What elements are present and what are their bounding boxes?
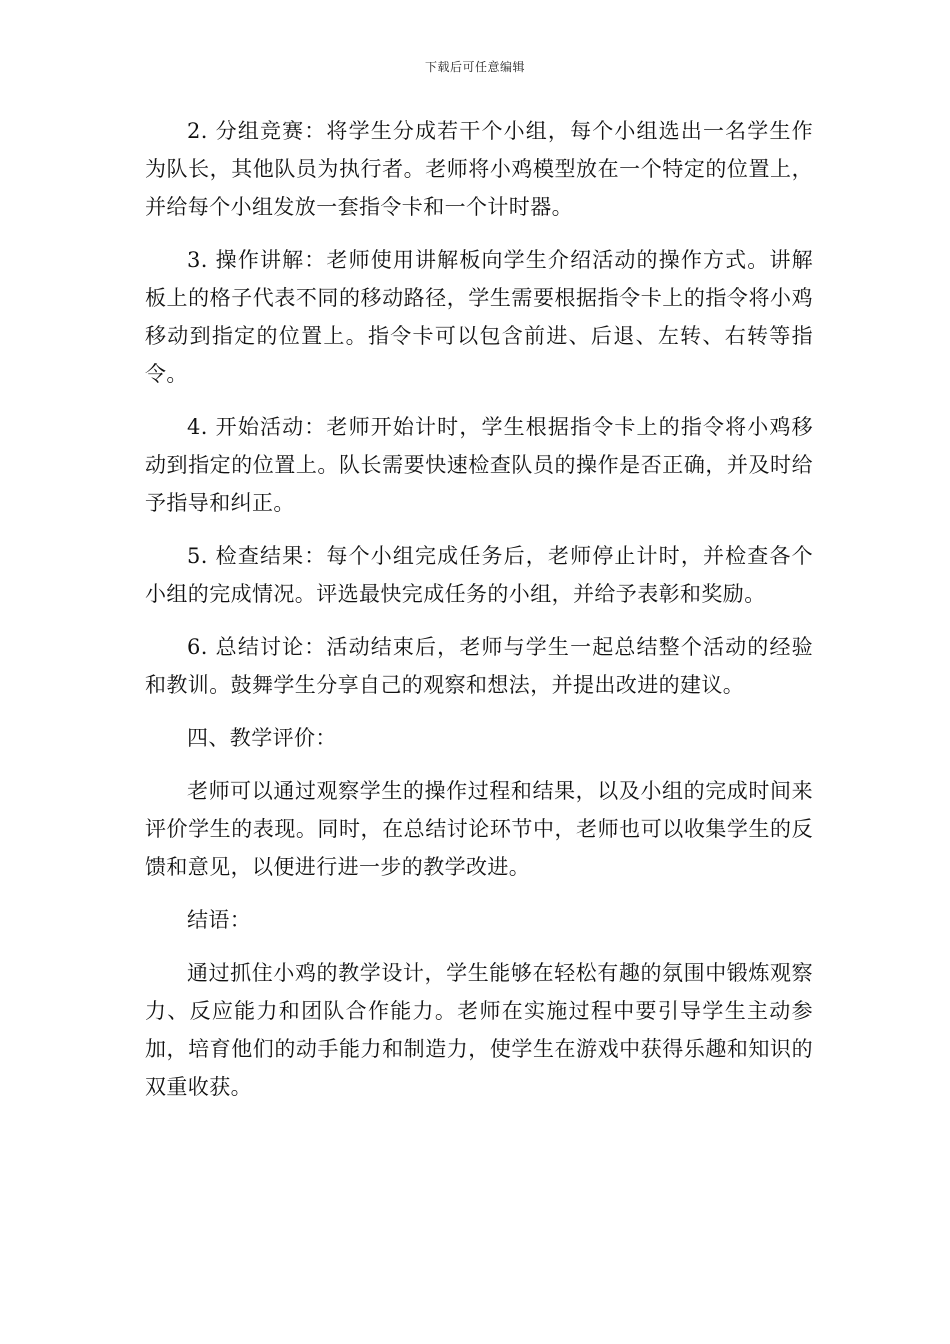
- document-body: [145, 112, 813, 1121]
- paragraph-step-3-operation-explanation: 3. 操作讲解：老师使用讲解板向学生介绍活动的操作方式。讲解板上的格子代表不同的移动路径，学生需要根据指令卡上的指令将小鸡移动到指定的位置上。指令卡可以包含前进、后退、左转、右转等指令。: [145, 248, 813, 386]
- paragraph-step-6-summary-discussion: 6. 总结讨论：活动结束后，老师与学生一起总结整个活动的经验和教训。鼓舞学生分享自己的观察和想法，并提出改进的建议。: [145, 635, 813, 697]
- section-heading-conclusion: 结语：: [187, 908, 252, 932]
- paragraph-teaching-evaluation: 老师可以通过观察学生的操作过程和结果，以及小组的完成时间来评价学生的表现。同时，在总结讨论环节中，老师也可以收集学生的反馈和意见，以便进行进一步的教学改进。: [145, 779, 813, 879]
- paragraph-step-2-group-competition: 2. 分组竞赛：将学生分成若干个小组，每个小组选出一名学生作为队长，其他队员为执行者。老师将小鸡模型放在一个特定的位置上，并给每个小组发放一套指令卡和一个计时器。: [145, 119, 813, 219]
- paragraph-conclusion: 通过抓住小鸡的教学设计，学生能够在轻松有趣的氛围中锻炼观察力、反应能力和团队合作能力。老师在实施过程中要引导学生主动参加，培育他们的动手能力和制造力，使学生在游戏中获得乐趣和知识的双重收获。: [145, 961, 813, 1099]
- paragraph-step-5-check-results: 5. 检查结果：每个小组完成任务后，老师停止计时，并检查各个小组的完成情况。评选最快完成任务的小组，并给予表彰和奖励。: [145, 544, 813, 606]
- page-header: 下载后可任意编辑: [424, 60, 525, 74]
- section-heading-teaching-evaluation: 四、教学评价：: [187, 726, 337, 750]
- paragraph-step-4-start-activity: 4. 开始活动：老师开始计时，学生根据指令卡上的指令将小鸡移动到指定的位置上。队长需要快速检查队员的操作是否正确，并及时给予指导和纠正。: [145, 415, 813, 515]
